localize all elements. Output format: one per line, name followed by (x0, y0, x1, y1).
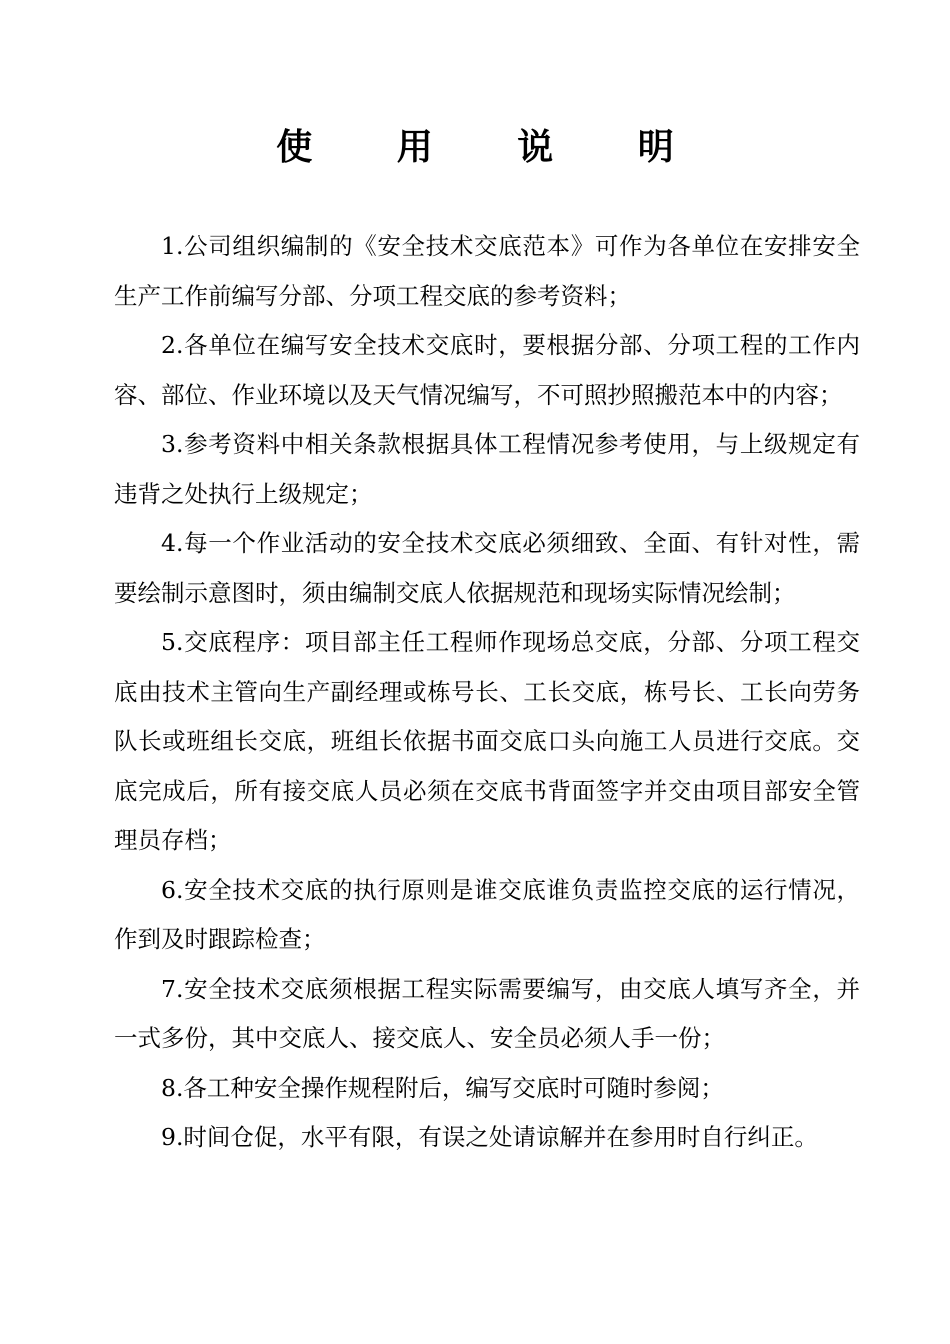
page-title: 使 用 说 明 (276, 126, 710, 168)
instructions-body (114, 222, 860, 1163)
instruction-item-8: 8.各工种安全操作规程附后，编写交底时可随时参阅； (161, 1073, 724, 1102)
instruction-item-5: 5.交底程序：项目部主任工程师作现场总交底，分部、分项工程交底由技术主管向生产副经理或栋号长、工长交底，栋号长、工长向劳务队长或班组长交底，班组长依据书面交底口头向施工人员进行交底。交底完成后，所有接交底人员必须在交底书背面签字并交由项目部安全管理员存档； (114, 628, 860, 854)
instruction-item-7: 7.安全技术交底须根据工程实际需要编写，由交底人填写齐全，并一式多份，其中交底人、接交底人、安全员必须人手一份； (114, 974, 860, 1052)
instruction-item-1: 1.公司组织编制的《安全技术交底范本》可作为各单位在安排安全生产工作前编写分部、分项工程交底的参考资料； (114, 232, 860, 310)
instruction-item-4: 4.每一个作业活动的安全技术交底必须细致、全面、有针对性，需要绘制示意图时，须由编制交底人依据规范和现场实际情况绘制； (114, 529, 860, 607)
instruction-item-6: 6.安全技术交底的执行原则是谁交底谁负责监控交底的运行情况，作到及时跟踪检查； (114, 875, 860, 953)
instruction-item-9: 9.时间仓促，水平有限，有误之处请谅解并在参用时自行纠正。 (161, 1123, 818, 1151)
instruction-item-2: 2.各单位在编写安全技术交底时，要根据分部、分项工程的工作内容、部位、作业环境以及天气情况编写，不可照抄照搬范本中的内容； (114, 331, 860, 409)
instruction-item-3: 3.参考资料中相关条款根据具体工程情况参考使用，与上级规定有违背之处执行上级规定； (114, 430, 860, 508)
